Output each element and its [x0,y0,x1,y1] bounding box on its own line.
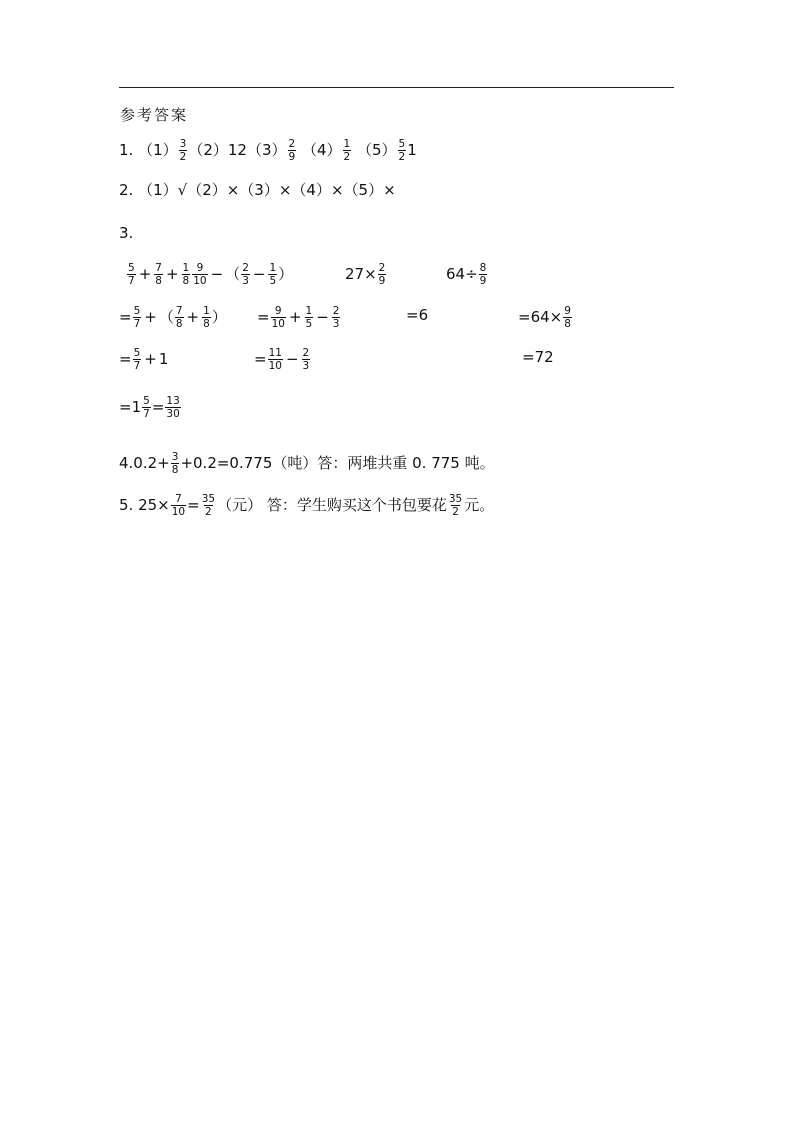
fraction: $\frac{9}{10}$ [193,262,207,287]
fraction: $\frac{9}{8}$ [564,305,571,330]
fraction: $\frac{3}{8}$ [171,451,179,476]
q1-number: 1. [119,141,134,159]
fraction: $\frac{5}{7}$ [128,262,135,287]
q2-answers: （1）√（2）×（3）×（4）×（5）× [138,181,396,199]
fraction: $\frac{5}{7}$ [143,395,150,420]
q1-part1-fraction: $\frac{3}{2}$ [179,138,187,163]
fraction: $\frac{2}{3}$ [332,305,340,330]
fraction: $\frac{13}{30}$ [166,395,180,420]
q3d-line-1: 64÷ $\frac{8}{9}$ [446,262,487,287]
q1-part3-label: （3） [246,141,287,159]
q2-number: 2. [119,181,134,199]
answer-3-number: 3. [119,224,134,242]
q3a-line-2: = $\frac{5}{7}$ + （ $\frac{7}{8}$ + $\frac{1}{8}$ ） [119,305,227,330]
q3a-line-3: = $\frac{5}{7}$ + 1 [119,347,169,372]
fraction: $\frac{2}{3}$ [242,262,249,287]
q1-part2-value: 12 [227,141,247,159]
answer-4: 4.0.2+ $\frac{3}{8}$ +0.2=0.775（吨）答：两堆共重 0. 775 吨。 [119,451,495,476]
fraction: $\frac{35}{2}$ [448,493,463,518]
fraction: $\frac{7}{10}$ [171,493,186,518]
q1-part1-label: （1） [138,141,178,159]
answer-heading: 参考答案 [120,106,189,124]
q3d-line-3: =72 [522,348,554,366]
answer-1 [119,138,417,163]
fraction: $\frac{2}{3}$ [302,347,310,372]
fraction: $\frac{1}{8}$ [203,305,210,330]
fraction: $\frac{2}{9}$ [378,262,386,287]
q3c-line-1: 27× $\frac{2}{9}$ [345,262,386,287]
q1-part5-value: 1 [407,141,417,159]
fraction: $\frac{9}{10}$ [271,305,285,330]
fraction: $\frac{11}{10}$ [268,347,282,372]
fraction: $\frac{5}{7}$ [133,347,141,372]
q3b-line-2: = $\frac{9}{10}$ + $\frac{1}{5}$ − $\frac{2}{3}$ [257,305,340,330]
answer-5: 5. 25× $\frac{7}{10}$ = $\frac{35}{2}$ （元） 答：学生购买这个书包要花 $\frac{35}{2}$ 元。 [119,493,495,518]
q1-part5-label: （5） [357,141,397,159]
q3a-line-4: =1 $\frac{5}{7}$ = $\frac{13}{30}$ [119,395,180,420]
q3b-line-3: = $\frac{11}{10}$ − $\frac{2}{3}$ [254,347,310,372]
q1-part2-label: （2） [188,141,228,159]
fraction: $\frac{1}{8}$ [182,262,190,287]
fraction: $\frac{1}{5}$ [305,305,313,330]
q1-part5-fraction: $\frac{5}{2}$ [398,138,406,163]
q3c-line-2: =6 [406,306,429,324]
fraction: $\frac{8}{9}$ [479,262,487,287]
q1-part4-fraction: $\frac{1}{2}$ [343,138,351,163]
fraction: $\frac{7}{8}$ [175,305,183,330]
q3a-line-1: $\frac{5}{7}$ + $\frac{7}{8}$ + $\frac{1}{8}$ $\frac{9}{10}$ − （ $\frac{2}{3}$ − $\frac{1}{5}$ ） [128,262,294,287]
q1-part4-label: （4） [301,141,342,159]
fraction: $\frac{1}{5}$ [269,262,277,287]
answer-2 [119,180,396,200]
fraction: $\frac{5}{7}$ [133,305,141,330]
fraction: $\frac{7}{8}$ [155,262,162,287]
header-rule [119,87,674,88]
q3d-line-2: =64× $\frac{9}{8}$ [518,305,571,330]
q1-part3-fraction: $\frac{2}{9}$ [288,138,296,163]
fraction: $\frac{35}{2}$ [201,493,216,518]
